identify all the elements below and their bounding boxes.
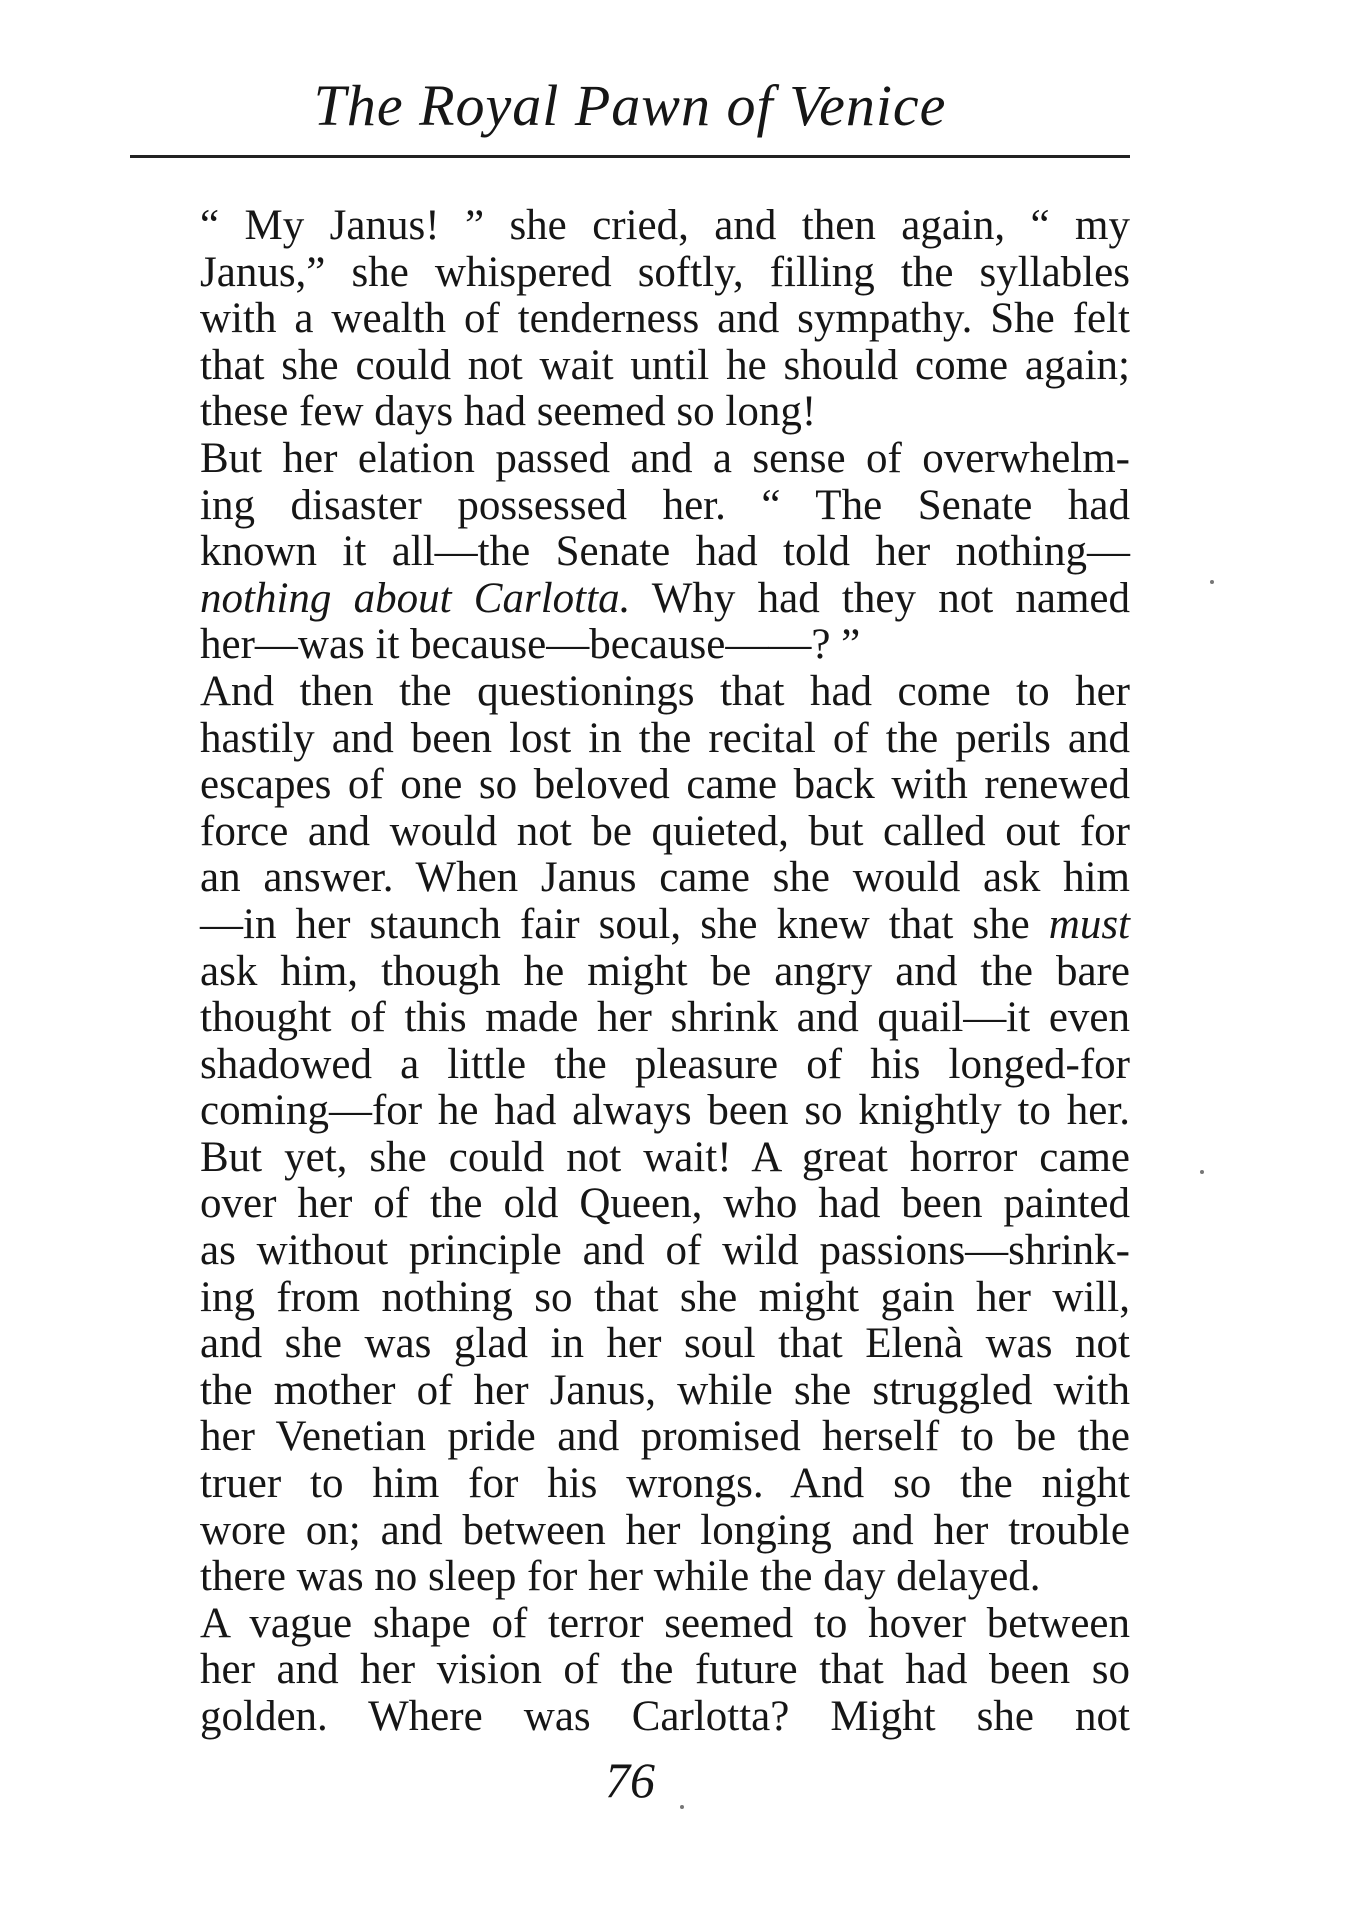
text-line: there was no sleep for her while the day delayed. (200, 1553, 1041, 1601)
text-fragment: Why had they not named (630, 574, 1130, 622)
scan-speck (1200, 1170, 1204, 1174)
text-line: ing disaster possessed her. “ The Senate had (200, 481, 1130, 529)
paragraph-2 (130, 436, 1130, 669)
italic-word: must (1048, 900, 1130, 948)
text-line: her and her vision of the future that had been so (200, 1646, 1130, 1694)
text-line: truer to him for his wrongs. And so the night (200, 1460, 1130, 1508)
text-line: her Venetian pride and promised herself to be the (200, 1413, 1130, 1461)
text-line: over her of the old Queen, who had been painted (200, 1180, 1130, 1228)
paragraph-4 (130, 1601, 1130, 1741)
scan-speck (680, 1805, 684, 1809)
text-line: escapes of one so beloved came back with renewed (200, 761, 1130, 809)
text-line: thought of this made her shrink and quail—it even (200, 994, 1130, 1042)
paragraph-3 (130, 669, 1130, 1601)
text-line: wore on; and between her longing and her trouble (200, 1506, 1130, 1554)
paragraph-1 (130, 203, 1130, 436)
text-line: golden. Where was Carlotta? Might she not (200, 1693, 1130, 1740)
text-line: But her elation passed and a sense of overwhelm- (200, 434, 1130, 482)
text-line: an answer. When Janus came she would ask him (200, 854, 1130, 902)
text-line: But yet, she could not wait! A great horror came (200, 1133, 1130, 1181)
italic-phrase: nothing about Carlotta. (200, 574, 631, 622)
text-line: these few days had seemed so long! (200, 388, 817, 436)
text-line: that she could not wait until he should come again; (200, 341, 1130, 389)
text-line: her—was it because—because——? ” (200, 621, 861, 669)
header-rule (130, 155, 1130, 158)
text-line: “ My Janus! ” she cried, and then again, “ my (200, 202, 1130, 249)
text-line: the mother of her Janus, while she struggled with (200, 1366, 1130, 1414)
text-fragment: —in her staunch fair soul, she knew that she (200, 900, 1049, 948)
text-line-with-italic (130, 902, 1130, 949)
page-number: 76 (605, 1752, 655, 1808)
text-line: with a wealth of tenderness and sympathy. She felt (200, 295, 1130, 343)
text-line: known it all—the Senate had told her nothing— (200, 528, 1130, 576)
text-line: and she was glad in her soul that Elenà was not (200, 1320, 1130, 1368)
text-line: as without principle and of wild passions—shrink- (200, 1227, 1130, 1275)
text-line: coming—for he had always been so knightly to her. (200, 1087, 1130, 1135)
text-line: force and would not be quieted, but called out for (200, 807, 1130, 855)
text-line-with-italic (130, 576, 1130, 623)
running-head: The Royal Pawn of Venice (313, 73, 947, 138)
text-line: And then the questionings that had come to her (200, 667, 1130, 715)
scan-speck (1210, 580, 1214, 584)
text-line: ask him, though he might be angry and the bare (200, 947, 1130, 995)
text-line: Janus,” she whispered softly, filling the syllables (200, 248, 1130, 296)
text-line: shadowed a little the pleasure of his longed-for (200, 1040, 1130, 1088)
text-line: hastily and been lost in the recital of the perils and (200, 714, 1130, 762)
text-line: A vague shape of terror seemed to hover between (200, 1599, 1130, 1647)
body-text (130, 203, 1130, 1741)
text-line: ing from nothing so that she might gain her will, (200, 1273, 1130, 1321)
